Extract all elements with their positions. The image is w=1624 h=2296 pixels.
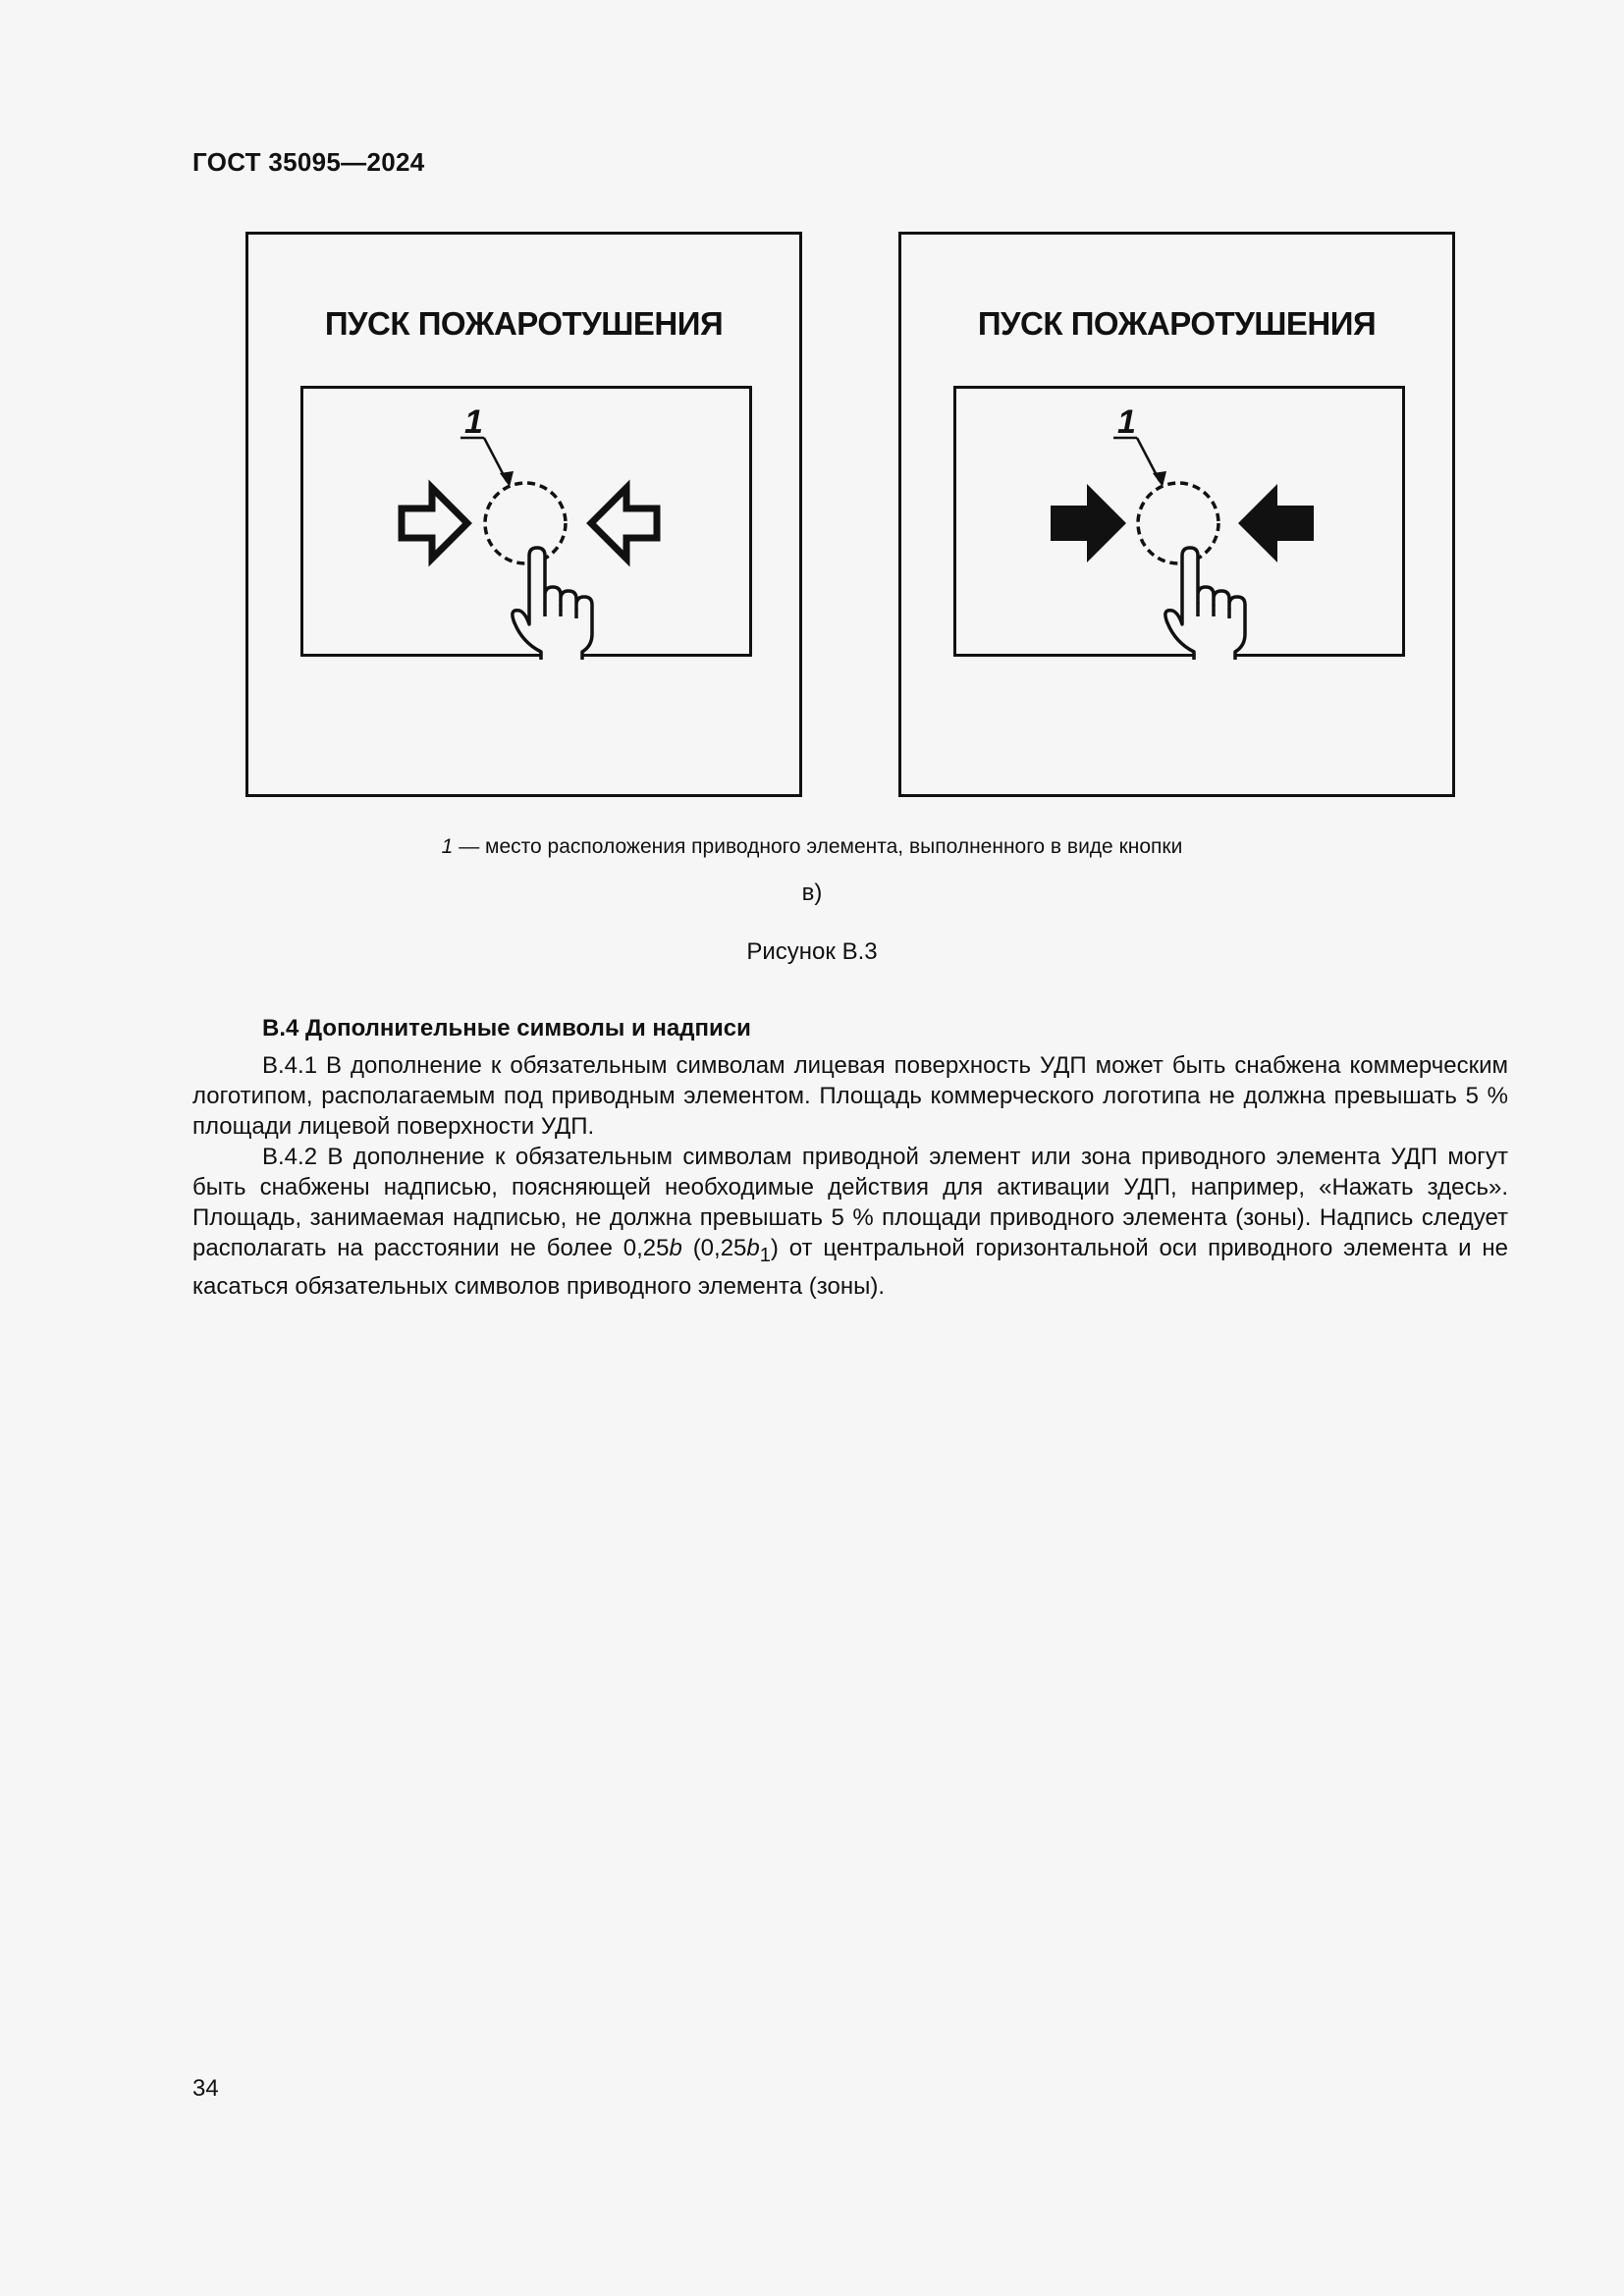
panel-title: ПУСК ПОЖАРОТУШЕНИЯ — [324, 305, 724, 342]
arrow-left-filled-icon — [1238, 484, 1314, 562]
paragraph — [192, 1142, 1508, 1302]
callout-arrowhead — [1153, 471, 1166, 487]
panel-title: ПУСК ПОЖАРОТУШЕНИЯ — [977, 305, 1377, 342]
arrow-right-outline-icon — [402, 488, 467, 559]
callout-label: 1 — [1117, 403, 1136, 441]
figure-panel-outline — [245, 232, 802, 797]
arrow-right-filled-icon — [1051, 484, 1126, 562]
figure-sub-label: в) — [801, 880, 823, 906]
arrow-left-outline-icon — [591, 488, 657, 559]
actuator-diagram — [956, 389, 1408, 660]
subscript: 1 — [759, 1244, 771, 1266]
figure-panel-filled — [898, 232, 1455, 797]
paragraph-text: В.4.2 В дополнение к обязательным символам приводной элемент или зона приводного элемента УДП могут быть снабжены надписью, поясняющей необходимые действия для активации УДП, например, «Нажать здесь». Площадь, занимаемая надписью, не должна превышать 5 % площади приводного элемента (зоны). Надпись следует располагать на расстоянии не более 0,25 — [192, 1144, 1508, 1261]
variable-b1: b — [746, 1235, 760, 1261]
document-header: ГОСТ 35095—2024 — [192, 147, 425, 177]
figure-legend — [0, 835, 1624, 859]
actuator-diagram — [303, 389, 755, 660]
variable-b: b — [669, 1235, 682, 1261]
page-number: 34 — [192, 2075, 219, 2102]
actuator-zone — [953, 386, 1405, 657]
paragraph-text: ) от центральной горизонтальной оси приводного элемента и не касаться обязательных символов приводного элемента (зоны). — [192, 1235, 1509, 1300]
section-heading: В.4 Дополнительные символы и надписи — [262, 1015, 751, 1041]
callout-arrowhead — [500, 471, 514, 487]
paragraph: В.4.1 В дополнение к обязательным символам лицевая поверхность УДП может быть снабжена коммерческим логотипом, располагаемым под приводным элементом. Площадь коммерческого логотипа не должна превышать 5 % площади лицевой поверхности УДП. — [192, 1052, 1508, 1140]
button-location-circle — [485, 483, 566, 563]
callout-label: 1 — [464, 403, 483, 441]
actuator-zone — [300, 386, 752, 657]
section-body — [192, 1050, 1508, 1302]
legend-number: 1 — [441, 835, 454, 858]
paragraph-text: (0,25 — [681, 1235, 747, 1261]
figure-caption: Рисунок В.3 — [746, 938, 878, 965]
legend-text: — место расположения приводного элемента, выполненного в виде кнопки — [453, 835, 1183, 858]
button-location-circle — [1138, 483, 1218, 563]
